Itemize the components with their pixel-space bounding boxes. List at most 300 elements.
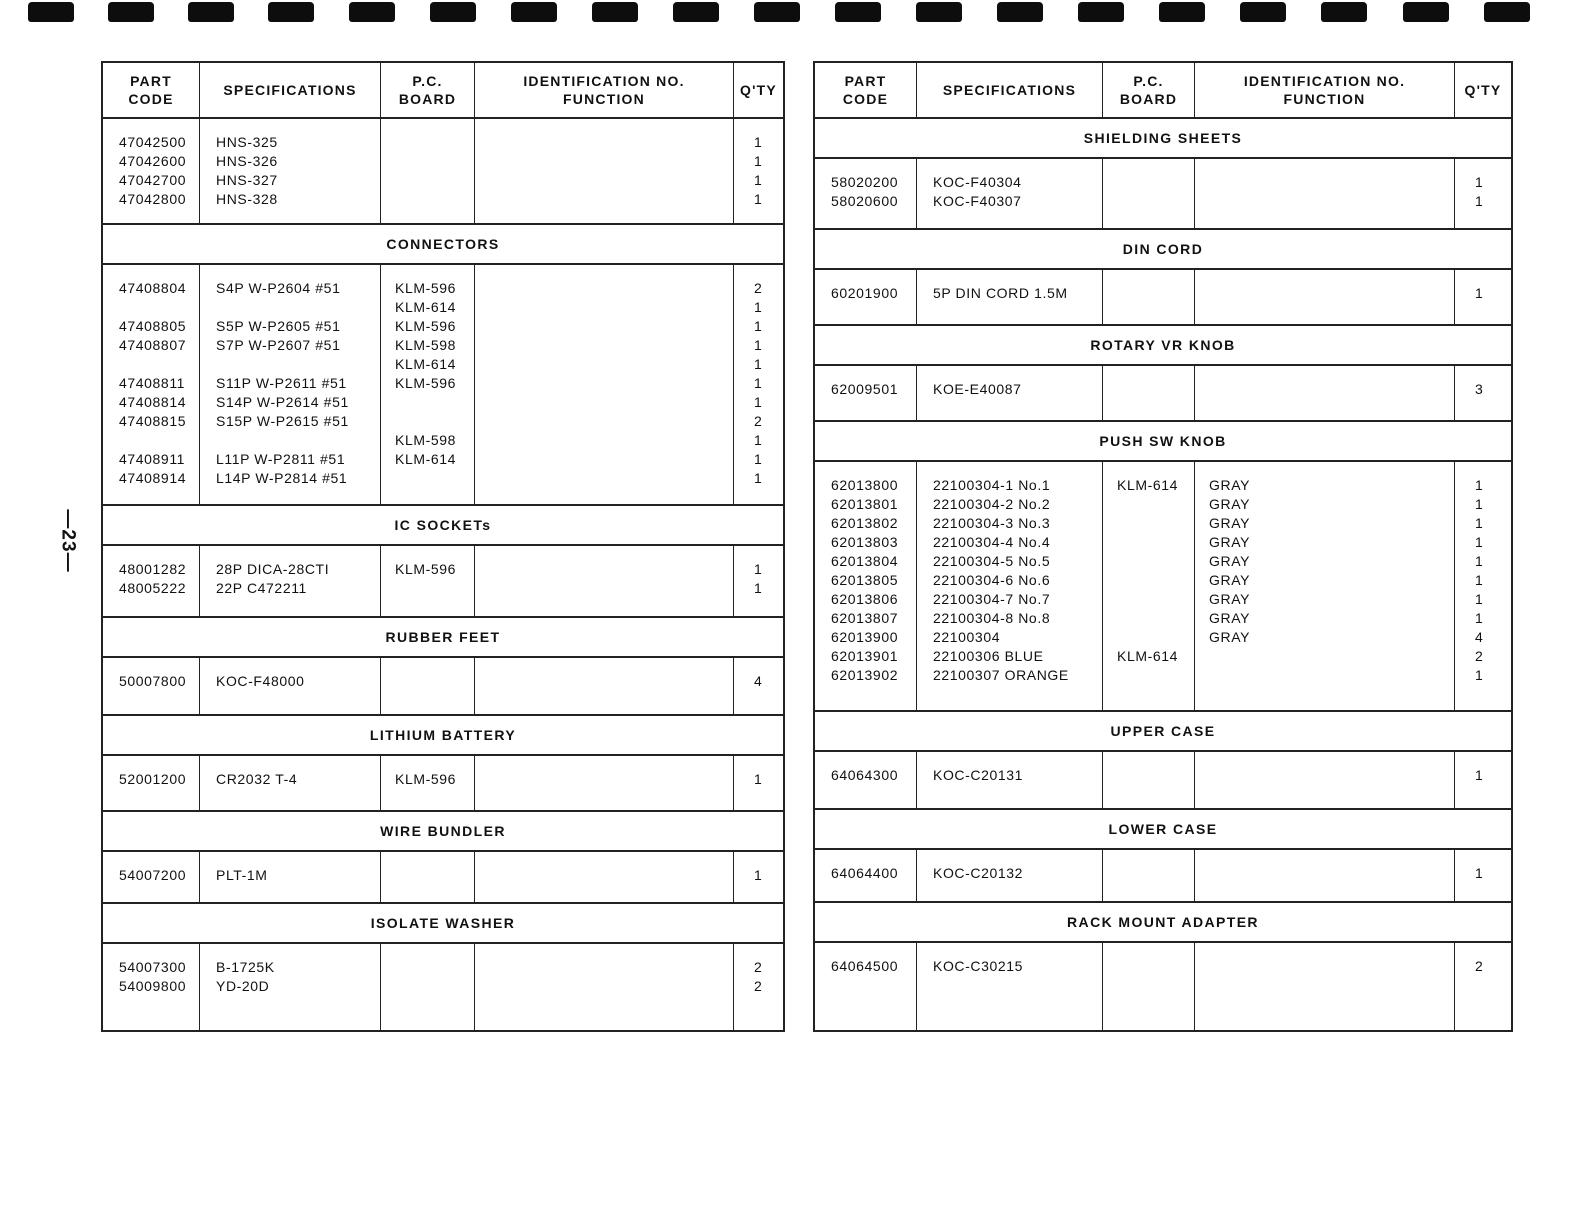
cell-pc-board <box>395 412 474 431</box>
column-part-code <box>815 752 917 808</box>
section-rotary-vr-knob <box>815 326 1511 422</box>
cell-specification: KOC-C30215 <box>933 958 1024 974</box>
column-qty <box>1455 366 1511 420</box>
cell-specification: B-1725K <box>216 959 275 975</box>
cell-specification: KOC-C20131 <box>933 767 1024 783</box>
cell-pc-board: KLM-614 <box>1117 648 1179 664</box>
category-title: PUSH SW KNOB <box>815 422 1511 462</box>
header-specifications: SPECIFICATIONS <box>917 63 1103 117</box>
section-rubber-feet <box>103 618 783 716</box>
column-qty <box>734 944 783 1030</box>
cell-qty: 1 <box>754 451 763 467</box>
column-pc-board <box>1103 752 1195 808</box>
column-identification <box>475 852 734 902</box>
category-title: ISOLATE WASHER <box>103 904 783 944</box>
cell-specification <box>216 355 380 374</box>
cell-qty: 1 <box>1475 572 1484 588</box>
category-title: ROTARY VR KNOB <box>815 326 1511 366</box>
cell-specification: 22100304-8 No.8 <box>933 610 1051 626</box>
table-header <box>815 63 1511 119</box>
column-qty <box>1455 159 1511 228</box>
header-part-code: PART CODE <box>815 63 917 117</box>
category-title: RACK MOUNT ADAPTER <box>815 903 1511 943</box>
cell-pc-board: KLM-614 <box>1117 477 1179 493</box>
cell-qty: 1 <box>754 470 763 486</box>
cell-qty: 1 <box>1475 193 1484 209</box>
column-qty <box>1455 462 1511 710</box>
column-part-code <box>815 366 917 420</box>
column-pc-board <box>381 265 475 504</box>
cell-part-code: 64064400 <box>831 865 899 881</box>
cell-part-code: 47408914 <box>119 470 187 486</box>
punch-hole <box>349 2 395 22</box>
cell-part-code: 64064500 <box>831 958 899 974</box>
header-qty: Q'TY <box>740 82 777 98</box>
cell-pc-board <box>1117 495 1194 514</box>
section-hns <box>103 119 783 225</box>
column-pc-board <box>1103 366 1195 420</box>
column-qty <box>734 852 783 902</box>
cell-pc-board: KLM-596 <box>395 771 457 787</box>
cell-specification <box>216 431 380 450</box>
cell-pc-board <box>1117 552 1194 571</box>
section-rack-mount-adapter <box>815 903 1511 1032</box>
cell-qty: 1 <box>754 153 763 169</box>
cell-part-code: 47408814 <box>119 394 187 410</box>
column-qty <box>734 658 783 714</box>
cell-pc-board: KLM-614 <box>395 299 457 315</box>
punch-hole <box>835 2 881 22</box>
cell-qty: 3 <box>1475 381 1484 397</box>
column-pc-board <box>381 944 475 1030</box>
punch-hole <box>592 2 638 22</box>
column-identification <box>475 658 734 714</box>
cell-qty: 1 <box>1475 865 1484 881</box>
cell-part-code: 62013804 <box>831 553 899 569</box>
column-part-code <box>103 852 200 902</box>
cell-pc-board: KLM-614 <box>395 451 457 467</box>
punch-hole <box>1484 2 1530 22</box>
punch-hole <box>1078 2 1124 22</box>
column-identification <box>475 756 734 810</box>
section-rows <box>815 752 1511 808</box>
cell-part-code: 62013805 <box>831 572 899 588</box>
section-rows <box>103 944 783 1030</box>
punch-hole <box>28 2 74 22</box>
cell-part-code: 50007800 <box>119 673 187 689</box>
cell-specification: CR2032 T-4 <box>216 771 298 787</box>
cell-identification: GRAY <box>1209 629 1251 645</box>
cell-part-code: 47408805 <box>119 318 187 334</box>
cell-part-code: 47408911 <box>119 451 186 467</box>
section-rows <box>815 366 1511 420</box>
cell-specification: 22P C472211 <box>216 580 307 596</box>
cell-specification: KOC-F48000 <box>216 673 305 689</box>
cell-qty: 1 <box>1475 534 1484 550</box>
cell-specification: KOC-F40307 <box>933 193 1022 209</box>
cell-identification <box>1209 666 1454 685</box>
cell-qty: 1 <box>754 318 763 334</box>
cell-pc-board <box>1117 514 1194 533</box>
column-qty <box>734 546 783 616</box>
parts-table-left <box>101 61 785 1032</box>
section-rows <box>103 658 783 714</box>
cell-pc-board: KLM-596 <box>395 561 457 577</box>
column-identification <box>1195 752 1455 808</box>
cell-specification: 28P DICA-28CTI <box>216 561 330 577</box>
page-number: —23— <box>57 509 79 573</box>
punch-hole <box>997 2 1043 22</box>
section-lower-case <box>815 810 1511 903</box>
cell-pc-board <box>1117 609 1194 628</box>
column-pc-board <box>381 546 475 616</box>
cell-part-code: 62013806 <box>831 591 899 607</box>
column-specification <box>200 119 381 223</box>
cell-pc-board <box>1117 628 1194 647</box>
column-pc-board <box>1103 159 1195 228</box>
column-pc-board <box>381 119 475 223</box>
cell-pc-board <box>1117 571 1194 590</box>
column-specification <box>200 852 381 902</box>
cell-specification: KOC-C20132 <box>933 865 1024 881</box>
section-rows <box>815 270 1511 324</box>
cell-specification: HNS-326 <box>216 153 278 169</box>
cell-part-code: 58020200 <box>831 174 899 190</box>
column-specification <box>917 850 1103 901</box>
cell-pc-board <box>395 579 474 598</box>
cell-specification: PLT-1M <box>216 867 268 883</box>
header-part-code: PART CODE <box>103 63 200 117</box>
category-title: WIRE BUNDLER <box>103 812 783 852</box>
column-part-code <box>103 119 200 223</box>
cell-qty: 1 <box>1475 767 1484 783</box>
cell-pc-board <box>1117 666 1194 685</box>
cell-identification: GRAY <box>1209 572 1251 588</box>
punch-hole <box>1321 2 1367 22</box>
section-lithium-battery <box>103 716 783 812</box>
cell-part-code: 47042800 <box>119 191 187 207</box>
cell-part-code: 48005222 <box>119 580 187 596</box>
cell-pc-board <box>395 393 474 412</box>
cell-specification: 22100304-7 No.7 <box>933 591 1051 607</box>
cell-part-code: 62013800 <box>831 477 899 493</box>
cell-specification: 22100304-2 No.2 <box>933 496 1051 512</box>
column-part-code <box>815 159 917 228</box>
cell-pc-board <box>1117 590 1194 609</box>
cell-qty: 1 <box>1475 496 1484 512</box>
cell-specification: S14P W-P2614 #51 <box>216 394 349 410</box>
cell-qty: 2 <box>754 413 763 429</box>
cell-qty: 1 <box>754 580 763 596</box>
cell-pc-board: KLM-614 <box>395 356 457 372</box>
cell-qty: 2 <box>754 280 763 296</box>
column-identification <box>475 119 734 223</box>
cell-specification: 22100304-4 No.4 <box>933 534 1051 550</box>
cell-qty: 1 <box>754 771 763 787</box>
cell-qty: 1 <box>1475 591 1484 607</box>
cell-pc-board <box>1117 533 1194 552</box>
cell-part-code: 64064300 <box>831 767 899 783</box>
cell-pc-board: KLM-596 <box>395 318 457 334</box>
cell-qty: 1 <box>754 134 763 150</box>
column-pc-board <box>1103 943 1195 1030</box>
column-specification <box>200 658 381 714</box>
cell-part-code: 60201900 <box>831 285 899 301</box>
cell-part-code: 47042600 <box>119 153 187 169</box>
cell-specification: 22100306 BLUE <box>933 648 1044 664</box>
cell-specification: 22100304 <box>933 629 1001 645</box>
cell-specification: S15P W-P2615 #51 <box>216 413 349 429</box>
cell-part-code <box>119 431 199 450</box>
cell-qty: 1 <box>1475 610 1484 626</box>
section-rows <box>815 159 1511 228</box>
column-part-code <box>815 943 917 1030</box>
cell-part-code: 62013801 <box>831 496 899 512</box>
cell-specification: KOC-F40304 <box>933 174 1022 190</box>
column-identification <box>1195 462 1455 710</box>
cell-specification: S7P W-P2607 #51 <box>216 337 341 353</box>
cell-identification: GRAY <box>1209 591 1251 607</box>
cell-specification: HNS-325 <box>216 134 278 150</box>
parts-table-right <box>813 61 1513 1032</box>
category-title: RUBBER FEET <box>103 618 783 658</box>
column-qty <box>1455 943 1511 1030</box>
cell-pc-board: KLM-598 <box>395 337 457 353</box>
section-upper-case <box>815 712 1511 810</box>
column-qty <box>1455 850 1511 901</box>
cell-specification: HNS-327 <box>216 172 278 188</box>
category-title: SHIELDING SHEETS <box>815 119 1511 159</box>
cell-part-code: 47408815 <box>119 413 187 429</box>
column-specification <box>200 944 381 1030</box>
cell-part-code: 62013901 <box>831 648 899 664</box>
category-title: CONNECTORS <box>103 225 783 265</box>
cell-part-code: 58020600 <box>831 193 899 209</box>
column-pc-board <box>381 852 475 902</box>
header-identification: IDENTIFICATION NO. FUNCTION <box>475 63 734 117</box>
cell-qty: 1 <box>1475 553 1484 569</box>
column-identification <box>475 944 734 1030</box>
column-pc-board <box>1103 462 1195 710</box>
section-rows <box>815 850 1511 901</box>
section-din-cord <box>815 230 1511 326</box>
section-shielding-sheets <box>815 119 1511 230</box>
category-title: UPPER CASE <box>815 712 1511 752</box>
cell-qty: 4 <box>754 673 763 689</box>
cell-specification: S5P W-P2605 #51 <box>216 318 341 334</box>
cell-qty: 4 <box>1475 629 1484 645</box>
section-ic-sockets <box>103 506 783 618</box>
column-pc-board <box>381 756 475 810</box>
column-specification <box>917 462 1103 710</box>
cell-specification: 5P DIN CORD 1.5M <box>933 285 1068 301</box>
column-qty <box>734 119 783 223</box>
cell-specification: 22100304-6 No.6 <box>933 572 1051 588</box>
cell-qty: 2 <box>754 959 763 975</box>
cell-qty: 1 <box>754 191 763 207</box>
column-specification <box>917 366 1103 420</box>
column-specification <box>200 756 381 810</box>
table-header <box>103 63 783 119</box>
punch-hole <box>108 2 154 22</box>
cell-qty: 2 <box>1475 648 1484 664</box>
column-part-code <box>103 265 200 504</box>
header-qty: Q'TY <box>1464 82 1502 98</box>
cell-part-code: 62013802 <box>831 515 899 531</box>
section-rows <box>815 943 1511 1030</box>
cell-part-code: 47408811 <box>119 375 186 391</box>
cell-identification <box>1209 647 1454 666</box>
column-qty <box>1455 270 1511 324</box>
cell-part-code: 48001282 <box>119 561 187 577</box>
punch-hole <box>1403 2 1449 22</box>
category-title: LITHIUM BATTERY <box>103 716 783 756</box>
column-qty <box>734 756 783 810</box>
cell-specification: S11P W-P2611 #51 <box>216 375 347 391</box>
cell-specification <box>216 298 380 317</box>
column-specification <box>917 159 1103 228</box>
cell-specification: 22100307 ORANGE <box>933 667 1069 683</box>
category-title: IC SOCKETs <box>103 506 783 546</box>
cell-specification: 22100304-5 No.5 <box>933 553 1051 569</box>
column-pc-board <box>381 658 475 714</box>
column-identification <box>475 546 734 616</box>
cell-part-code: 54007300 <box>119 959 187 975</box>
cell-qty: 1 <box>754 172 763 188</box>
cell-specification: 22100304-3 No.3 <box>933 515 1051 531</box>
punch-hole <box>1159 2 1205 22</box>
cell-qty: 1 <box>1475 667 1484 683</box>
column-identification <box>1195 850 1455 901</box>
cell-specification: S4P W-P2604 #51 <box>216 280 341 296</box>
cell-qty: 1 <box>754 561 763 577</box>
column-part-code <box>103 658 200 714</box>
section-wire-bundler <box>103 812 783 904</box>
column-part-code <box>815 462 917 710</box>
column-identification <box>1195 159 1455 228</box>
section-rows <box>103 119 783 223</box>
cell-part-code <box>119 298 199 317</box>
cell-part-code <box>119 355 199 374</box>
section-rows <box>103 852 783 902</box>
column-identification <box>1195 270 1455 324</box>
column-specification <box>917 752 1103 808</box>
column-identification <box>1195 943 1455 1030</box>
cell-part-code: 62013902 <box>831 667 899 683</box>
cell-identification: GRAY <box>1209 477 1251 493</box>
cell-identification: GRAY <box>1209 553 1251 569</box>
punch-hole <box>188 2 234 22</box>
cell-qty: 2 <box>1475 958 1484 974</box>
category-title: LOWER CASE <box>815 810 1511 850</box>
column-pc-board <box>1103 270 1195 324</box>
cell-qty: 1 <box>754 432 763 448</box>
section-rows <box>103 265 783 504</box>
cell-qty: 1 <box>1475 285 1484 301</box>
cell-qty: 1 <box>754 394 763 410</box>
section-connectors <box>103 225 783 506</box>
cell-specification: L11P W-P2811 #51 <box>216 451 346 467</box>
column-identification <box>1195 366 1455 420</box>
section-push-sw-knob <box>815 422 1511 712</box>
cell-part-code: 62009501 <box>831 381 899 397</box>
cell-pc-board: KLM-598 <box>395 432 457 448</box>
cell-qty: 1 <box>1475 515 1484 531</box>
cell-qty: 2 <box>754 978 763 994</box>
punch-hole <box>430 2 476 22</box>
cell-part-code: 62013807 <box>831 610 899 626</box>
column-pc-board <box>1103 850 1195 901</box>
cell-pc-board <box>395 469 474 488</box>
cell-qty: 1 <box>754 299 763 315</box>
section-rows <box>815 462 1511 710</box>
category-title: DIN CORD <box>815 230 1511 270</box>
cell-qty: 1 <box>754 867 763 883</box>
cell-part-code: 52001200 <box>119 771 187 787</box>
column-specification <box>200 265 381 504</box>
column-qty <box>734 265 783 504</box>
column-specification <box>917 943 1103 1030</box>
header-pc-board: P.C. BOARD <box>381 63 475 117</box>
cell-part-code: 47042700 <box>119 172 187 188</box>
cell-specification: L14P W-P2814 #51 <box>216 470 348 486</box>
punch-hole <box>511 2 557 22</box>
cell-part-code: 47042500 <box>119 134 187 150</box>
cell-part-code: 47408807 <box>119 337 187 353</box>
section-rows <box>103 546 783 616</box>
cell-identification: GRAY <box>1209 534 1251 550</box>
column-part-code <box>815 850 917 901</box>
cell-pc-board: KLM-596 <box>395 280 457 296</box>
cell-part-code: 62013803 <box>831 534 899 550</box>
header-pc-board: P.C. BOARD <box>1103 63 1195 117</box>
punch-hole <box>1240 2 1286 22</box>
cell-qty: 1 <box>754 375 763 391</box>
column-specification <box>917 270 1103 324</box>
cell-part-code: 47408804 <box>119 280 187 296</box>
cell-part-code: 54007200 <box>119 867 187 883</box>
punch-hole <box>268 2 314 22</box>
cell-part-code: 62013900 <box>831 629 899 645</box>
cell-specification: HNS-328 <box>216 191 278 207</box>
cell-identification: GRAY <box>1209 610 1251 626</box>
cell-qty: 1 <box>1475 174 1484 190</box>
cell-qty: 1 <box>1475 477 1484 493</box>
section-isolate-washer <box>103 904 783 1032</box>
header-identification: IDENTIFICATION NO. FUNCTION <box>1195 63 1455 117</box>
punch-hole <box>754 2 800 22</box>
column-identification <box>475 265 734 504</box>
punch-hole <box>673 2 719 22</box>
column-qty <box>1455 752 1511 808</box>
column-part-code <box>103 756 200 810</box>
column-part-code <box>103 944 200 1030</box>
column-part-code <box>815 270 917 324</box>
punch-hole <box>916 2 962 22</box>
column-specification <box>200 546 381 616</box>
cell-specification: 22100304-1 No.1 <box>933 477 1051 493</box>
cell-qty: 1 <box>754 356 763 372</box>
cell-part-code: 54009800 <box>119 978 187 994</box>
cell-specification: YD-20D <box>216 978 270 994</box>
cell-identification: GRAY <box>1209 496 1251 512</box>
cell-pc-board: KLM-596 <box>395 375 457 391</box>
section-rows <box>103 756 783 810</box>
cell-qty: 1 <box>754 337 763 353</box>
column-part-code <box>103 546 200 616</box>
cell-identification: GRAY <box>1209 515 1251 531</box>
header-specifications: SPECIFICATIONS <box>200 63 381 117</box>
